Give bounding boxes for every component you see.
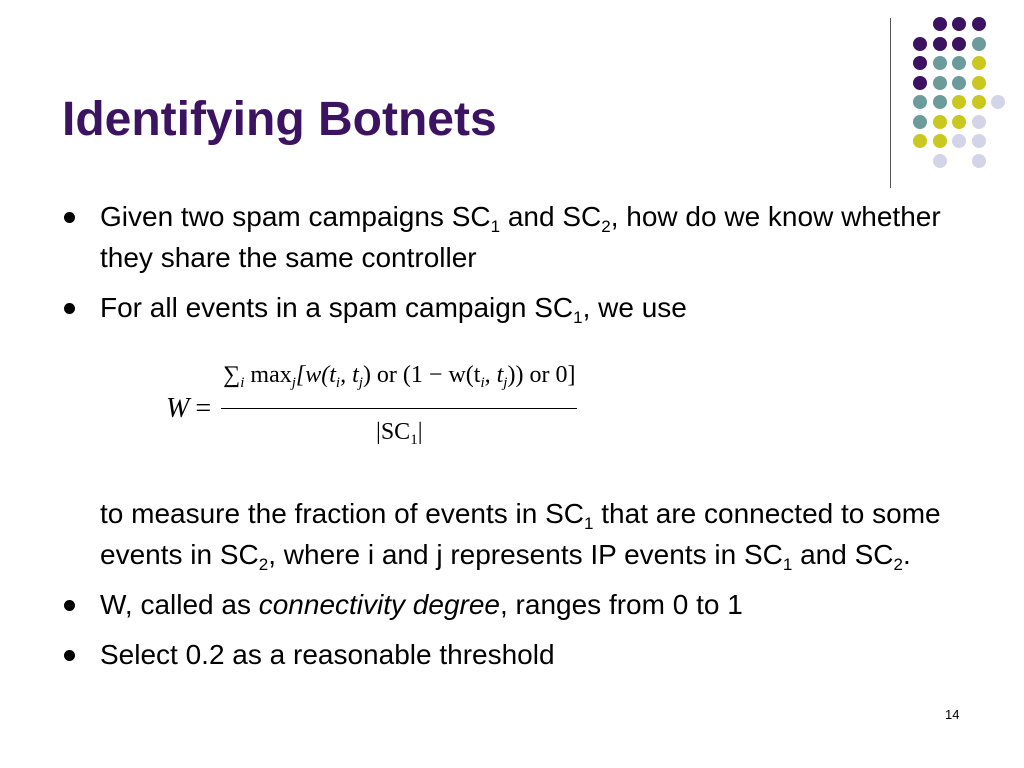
bullet-item: Given two spam campaigns $SC_1$ and $SC_2$, how do we know whether they share the same controller: [62, 196, 942, 278]
decorative-dot: [972, 37, 986, 51]
decorative-dot: [913, 37, 927, 51]
formula-block: [62, 328, 942, 493]
bullet-marker: [64, 600, 75, 611]
decorative-dot: [972, 115, 986, 129]
decorative-dot: [972, 95, 986, 109]
bullet-marker: [64, 303, 75, 314]
formula-denominator: $|SC_1|$: [376, 419, 423, 448]
bullet-item: W, called as connectivity degree, ranges from 0 to 1: [62, 584, 942, 625]
slide-title: Identifying Botnets: [62, 93, 497, 146]
decorative-dot: [952, 17, 966, 31]
decorative-dot: [972, 17, 986, 31]
decorative-dot: [952, 115, 966, 129]
decorative-dot: [952, 56, 966, 70]
decorative-dot: [913, 56, 927, 70]
decorative-dot: [991, 95, 1005, 109]
bullet-marker: [64, 212, 75, 223]
decorative-dot: [913, 134, 927, 148]
decorative-dot: [933, 95, 947, 109]
bullet-marker: [64, 650, 75, 661]
decorative-dot: [952, 134, 966, 148]
decorative-dot: [913, 95, 927, 109]
decorative-divider: [890, 18, 891, 188]
decorative-dot: [933, 154, 947, 168]
decorative-dot: [972, 154, 986, 168]
decorative-dot: [933, 56, 947, 70]
decorative-dot: [972, 134, 986, 148]
bullet-continuation: to measure the fraction of events in $SC_1$ that are connected to some events in $SC_2$, where i and j represents IP events in $SC_1$ and $SC_2$.: [100, 498, 941, 574]
bullet-item: Select 0.2 as a reasonable threshold: [62, 634, 942, 675]
decorative-dot: [933, 37, 947, 51]
decorative-dot: [972, 56, 986, 70]
decorative-dot: [913, 115, 927, 129]
slide-body: [62, 196, 942, 675]
formula-fraction: [221, 355, 577, 461]
decorative-dot: [972, 76, 986, 90]
page-number: 14: [945, 707, 960, 722]
decorative-dot: [952, 95, 966, 109]
bullet-item: For all events in a spam campaign $SC_1$, we use: [62, 287, 942, 328]
connectivity-formula: W = $\frac{\sum_i \max_j[w(t_i, t_j) or (1 - w(t_i, t_j)) or 0]}{|SC_1|}$: [166, 355, 577, 461]
decorative-dot: [913, 76, 927, 90]
decorative-dot: [952, 37, 966, 51]
decorative-dot: [933, 134, 947, 148]
decorative-dot: [933, 17, 947, 31]
decorative-dot: [952, 76, 966, 90]
decorative-dot: [933, 115, 947, 129]
formula-numerator: $\sum_i$ $\max_j[w(t_i$, $t_j$) or ($1 - w(t_i$, $t_j$)) or 0]: [221, 355, 577, 409]
decorative-dot: [933, 76, 947, 90]
